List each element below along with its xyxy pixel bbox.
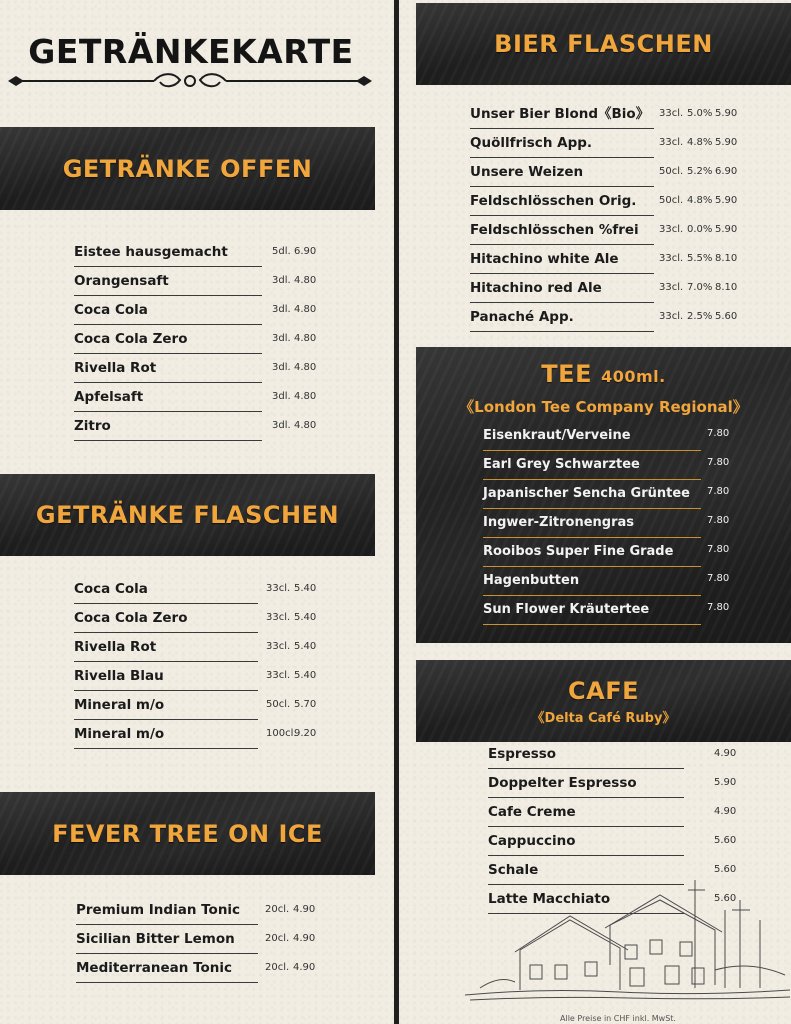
house-sketch-illustration — [460, 870, 791, 1010]
item-volume: 3dl. — [272, 304, 291, 315]
item-name: Hitachino red Ale — [470, 278, 654, 303]
menu-item-row — [76, 958, 376, 987]
menu-item-row — [470, 162, 770, 191]
tee-size-label: 400ml. — [601, 367, 666, 386]
menu-item-row — [483, 453, 753, 482]
item-name: Premium Indian Tonic — [76, 900, 258, 925]
item-price: 4.80 — [294, 333, 317, 344]
menu-item-row — [74, 329, 374, 358]
item-volume: 20cl. — [265, 904, 290, 915]
item-name: Mineral m/o — [74, 695, 258, 720]
item-volume: 3dl. — [272, 391, 291, 402]
item-volume: 33cl. — [659, 108, 684, 119]
item-name: Coca Cola — [74, 300, 262, 325]
banner-bier-flaschen — [416, 3, 791, 85]
item-price: 8.10 — [715, 253, 738, 264]
item-price: 7.80 — [707, 573, 730, 584]
item-name: Ingwer-Zitronengras — [483, 513, 701, 538]
item-name: Eistee hausgemacht — [74, 242, 262, 267]
item-price: 5.60 — [714, 835, 737, 846]
cafe-subtitle: 《Delta Café Ruby》 — [531, 710, 676, 726]
menu-item-row — [74, 608, 374, 637]
item-price: 5.40 — [294, 583, 317, 594]
item-volume: 33cl. — [659, 311, 684, 322]
item-price: 5.90 — [715, 224, 738, 235]
item-volume: 33cl. — [266, 670, 291, 681]
item-volume: 33cl. — [266, 583, 291, 594]
item-price: 7.80 — [707, 544, 730, 555]
item-price: 4.80 — [294, 362, 317, 373]
section-heading: BIER FLASCHEN — [494, 30, 713, 58]
item-price: 4.90 — [714, 806, 737, 817]
menu-item-row — [470, 104, 770, 133]
menu-item-row — [483, 482, 753, 511]
item-name: Earl Grey Schwarztee — [483, 455, 701, 480]
banner-getraenke-flaschen — [0, 474, 375, 556]
item-price: 7.80 — [707, 602, 730, 613]
menu-item-row — [470, 278, 770, 307]
item-price: 5.90 — [715, 195, 738, 206]
item-price: 9.20 — [294, 728, 317, 739]
banner-getraenke-offen — [0, 127, 375, 210]
item-price: 5.70 — [294, 699, 317, 710]
item-price: 7.80 — [707, 515, 730, 526]
item-name: Coca Cola Zero — [74, 329, 262, 354]
section-heading: GETRÄNKE OFFEN — [62, 154, 313, 183]
item-price: 4.80 — [294, 275, 317, 286]
menu-item-row — [483, 511, 753, 540]
menu-item-row — [483, 424, 753, 453]
item-name: Quöllfrisch App. — [470, 133, 654, 158]
item-volume: 33cl. — [266, 612, 291, 623]
item-volume: 100cl. — [266, 728, 297, 739]
item-name: Cafe Creme — [488, 802, 684, 827]
item-name: Coca Cola — [74, 579, 258, 604]
item-price: 5.60 — [714, 893, 737, 904]
menu-item-row — [74, 358, 374, 387]
item-volume: 33cl. — [659, 224, 684, 235]
item-name: Latte Macchiato — [488, 889, 684, 914]
menu-item-row — [488, 773, 748, 802]
banner-cafe — [416, 660, 791, 742]
item-alcohol: 2.5% — [687, 311, 713, 322]
item-price: 4.80 — [294, 420, 317, 431]
item-volume: 33cl. — [659, 137, 684, 148]
item-name: Rivella Rot — [74, 637, 258, 662]
menu-item-row — [74, 416, 374, 445]
item-name: Hagenbutten — [483, 571, 701, 596]
menu-item-row — [74, 666, 374, 695]
menu-item-row — [74, 637, 374, 666]
item-alcohol: 4.8% — [687, 195, 713, 206]
item-price: 4.90 — [714, 748, 737, 759]
menu-item-row — [74, 724, 374, 753]
item-name: Espresso — [488, 744, 684, 769]
menu-item-row — [74, 579, 374, 608]
item-price: 4.80 — [294, 304, 317, 315]
item-volume: 5dl. — [272, 246, 291, 257]
menu-item-row — [483, 540, 753, 569]
item-name: Coca Cola Zero — [74, 608, 258, 633]
menu-item-row — [74, 387, 374, 416]
menu-item-row — [74, 695, 374, 724]
menu-item-row — [483, 598, 753, 627]
item-price: 8.10 — [715, 282, 738, 293]
item-name: Rivella Rot — [74, 358, 262, 383]
item-price: 5.40 — [294, 641, 317, 652]
item-name: Sicilian Bitter Lemon — [76, 929, 258, 954]
menu-item-row — [488, 744, 748, 773]
item-alcohol: 0.0% — [687, 224, 713, 235]
item-name: Unsere Weizen — [470, 162, 654, 187]
item-price: 5.90 — [714, 777, 737, 788]
menu-item-row — [74, 271, 374, 300]
item-name: Feldschlösschen %frei — [470, 220, 654, 245]
item-volume: 3dl. — [272, 275, 291, 286]
item-price: 4.80 — [294, 391, 317, 402]
tee-subtitle: 《London Tee Company Regional》 — [459, 398, 748, 416]
item-name: Hitachino white Ale — [470, 249, 654, 274]
item-price: 5.60 — [715, 311, 738, 322]
item-price: 6.90 — [715, 166, 738, 177]
menu-item-row — [74, 242, 374, 271]
item-volume: 50cl. — [266, 699, 291, 710]
item-name: Orangensaft — [74, 271, 262, 296]
item-price: 7.80 — [707, 428, 730, 439]
item-price: 4.90 — [293, 904, 316, 915]
item-name: Schale — [488, 860, 684, 885]
item-price: 5.40 — [294, 612, 317, 623]
item-alcohol: 7.0% — [687, 282, 713, 293]
section-heading: CAFE — [568, 676, 639, 705]
menu-item-row — [488, 802, 748, 831]
menu-item-row — [470, 191, 770, 220]
section-heading: FEVER TREE ON ICE — [52, 819, 323, 848]
item-volume: 20cl. — [265, 962, 290, 973]
item-name: Doppelter Espresso — [488, 773, 684, 798]
item-alcohol: 4.8% — [687, 137, 713, 148]
item-name: Zitro — [74, 416, 262, 441]
item-name: Eisenkraut/Verveine — [483, 426, 701, 451]
menu-item-row — [76, 929, 376, 958]
menu-item-row — [470, 133, 770, 162]
item-price: 7.80 — [707, 457, 730, 468]
item-name: Unser Bier Blond《Bio》 — [470, 104, 654, 129]
item-volume: 20cl. — [265, 933, 290, 944]
menu-item-row — [470, 220, 770, 249]
item-price: 7.80 — [707, 486, 730, 497]
menu-item-row — [483, 569, 753, 598]
menu-item-row — [76, 900, 376, 929]
item-name: Rooibos Super Fine Grade — [483, 542, 701, 567]
page-title: GETRÄNKEKARTE — [28, 32, 354, 71]
section-heading: TEE — [541, 360, 592, 388]
item-volume: 3dl. — [272, 420, 291, 431]
footer-note: Alle Preise in CHF inkl. MwSt. — [560, 1014, 676, 1023]
item-name: Panaché App. — [470, 307, 654, 332]
menu-item-row — [74, 300, 374, 329]
item-name: Apfelsaft — [74, 387, 262, 412]
item-volume: 33cl. — [659, 253, 684, 264]
item-volume: 3dl. — [272, 362, 291, 373]
item-price: 5.40 — [294, 670, 317, 681]
item-alcohol: 5.2% — [687, 166, 713, 177]
item-name: Mineral m/o — [74, 724, 258, 749]
item-price: 4.90 — [293, 962, 316, 973]
menu-item-row — [470, 307, 770, 336]
item-name: Sun Flower Kräutertee — [483, 600, 701, 625]
item-price: 5.60 — [714, 864, 737, 875]
item-price: 6.90 — [294, 246, 317, 257]
item-volume: 50cl. — [659, 195, 684, 206]
column-divider — [394, 0, 399, 1024]
menu-item-row — [470, 249, 770, 278]
item-price: 5.90 — [715, 137, 738, 148]
banner-fever-tree — [0, 792, 375, 875]
menu-item-row — [488, 831, 748, 860]
item-price: 4.90 — [293, 933, 316, 944]
item-volume: 3dl. — [272, 333, 291, 344]
item-price: 5.90 — [715, 108, 738, 119]
item-name: Mediterranean Tonic — [76, 958, 258, 983]
item-alcohol: 5.0% — [687, 108, 713, 119]
item-name: Japanischer Sencha Grüntee — [483, 484, 701, 509]
item-volume: 33cl. — [659, 282, 684, 293]
item-name: Feldschlösschen Orig. — [470, 191, 654, 216]
item-alcohol: 5.5% — [687, 253, 713, 264]
ornament-divider-icon — [4, 70, 376, 92]
section-heading: GETRÄNKE FLASCHEN — [35, 501, 340, 529]
item-volume: 33cl. — [266, 641, 291, 652]
item-name: Cappuccino — [488, 831, 684, 856]
item-name: Rivella Blau — [74, 666, 258, 691]
item-volume: 50cl. — [659, 166, 684, 177]
